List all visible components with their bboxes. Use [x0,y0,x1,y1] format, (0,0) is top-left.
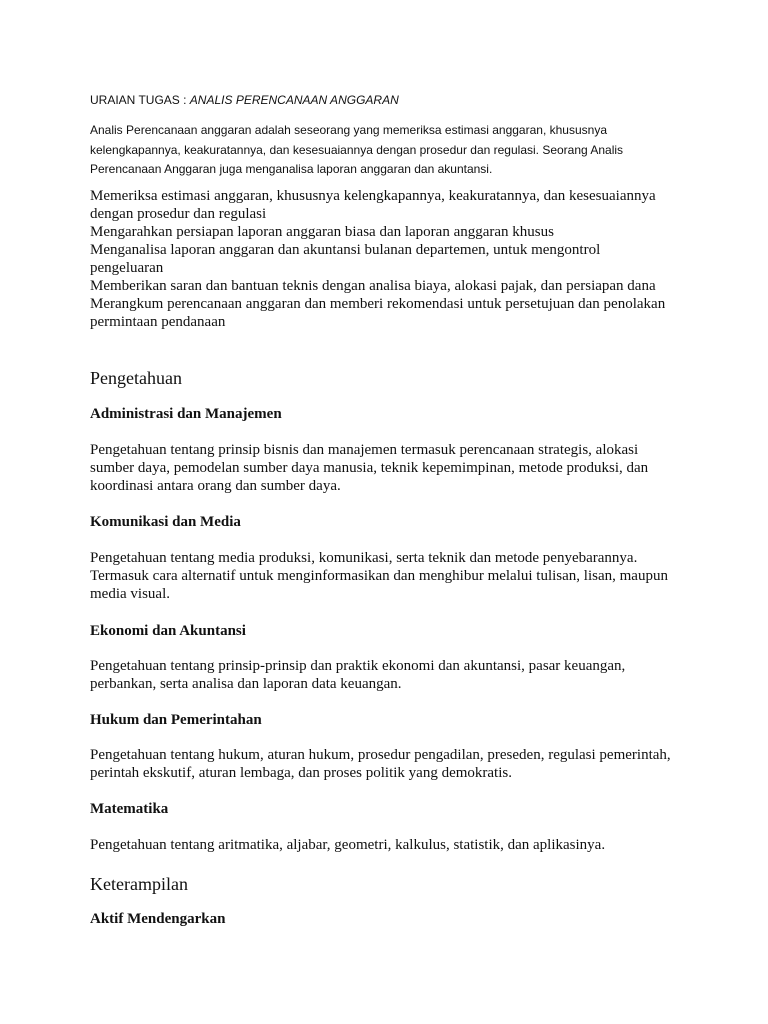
knowledge-item-description [90,836,690,854]
knowledge-item-title: Administrasi dan Manajemen [90,406,282,422]
knowledge-item-title: Hukum dan Pemerintahan [90,712,262,728]
description-line: Pengetahuan tentang prinsip-prinsip dan praktik ekonomi dan akuntansi, pasar keuangan, [90,658,626,674]
task-line: Mengarahkan persiapan laporan anggaran biasa dan laporan anggaran khusus [90,224,554,240]
description-line: media visual. [90,586,170,602]
task-line: permintaan pendanaan [90,314,226,330]
task-line: Menganalisa laporan anggaran dan akuntansi bulanan departemen, untuk mengontrol [90,242,601,258]
intro-paragraph [90,121,655,180]
description-line: sumber daya, pemodelan sumber daya manusia, teknik kepemimpinan, metode produksi, dan [90,460,649,476]
knowledge-item-description [90,441,690,495]
knowledge-item-description [90,657,690,693]
knowledge-item-title: Matematika [90,801,169,817]
intro-line: Analis Perencanaan anggaran adalah seseorang yang memeriksa estimasi anggaran, khususnya [90,123,607,137]
section-heading-skills: Keterampilan [90,874,188,894]
description-line: perintah ekskutif, aturan lembaga, dan proses politik yang demokratis. [90,765,512,781]
description-line: Pengetahuan tentang media produksi, komunikasi, serta teknik dan metode penyebarannya. [90,550,638,566]
knowledge-item-title: Ekonomi dan Akuntansi [90,623,246,639]
knowledge-item-description [90,746,690,782]
description-line: Pengetahuan tentang aritmatika, aljabar, geometri, kalkulus, statistik, dan aplikasinya. [90,837,606,853]
task-line: Memberikan saran dan bantuan teknis dengan analisa biaya, alokasi pajak, dan persiapan dana [90,278,656,294]
document-title [90,92,399,108]
intro-line: kelengkapannya, keakuratannya, dan kesesuaiannya dengan prosedur dan regulasi. Seorang Analis [90,142,624,157]
title-label: URAIAN TUGAS : [90,93,190,107]
description-line: perbankan, serta analisa dan laporan data keuangan. [90,676,402,692]
skill-item-title: Aktif Mendengarkan [90,911,226,927]
intro-line: Perencanaan Anggaran juga menganalisa laporan anggaran dan akuntansi. [90,162,493,176]
description-line: Termasuk cara alternatif untuk menginformasikan dan menghibur melalui tulisan, lisan, maupun [90,568,668,584]
section-heading-knowledge: Pengetahuan [90,368,182,388]
task-list [90,187,690,331]
knowledge-item-title: Komunikasi dan Media [90,514,241,530]
description-line: Pengetahuan tentang prinsip bisnis dan manajemen termasuk perencanaan strategis, alokasi [90,442,639,458]
task-line: pengeluaran [90,260,164,276]
description-line: koordinasi antara orang dan sumber daya. [90,478,341,494]
task-line: dengan prosedur dan regulasi [90,206,267,222]
title-role: ANALIS PERENCANAAN ANGGARAN [189,93,399,107]
description-line: Pengetahuan tentang hukum, aturan hukum, prosedur pengadilan, preseden, regulasi pemerintah, [90,747,671,763]
task-line: Memeriksa estimasi anggaran, khususnya kelengkapannya, keakuratannya, dan kesesuaiannya [90,188,656,204]
knowledge-item-description [90,549,690,603]
task-line: Merangkum perencanaan anggaran dan memberi rekomendasi untuk persetujuan dan penolakan [90,296,666,312]
